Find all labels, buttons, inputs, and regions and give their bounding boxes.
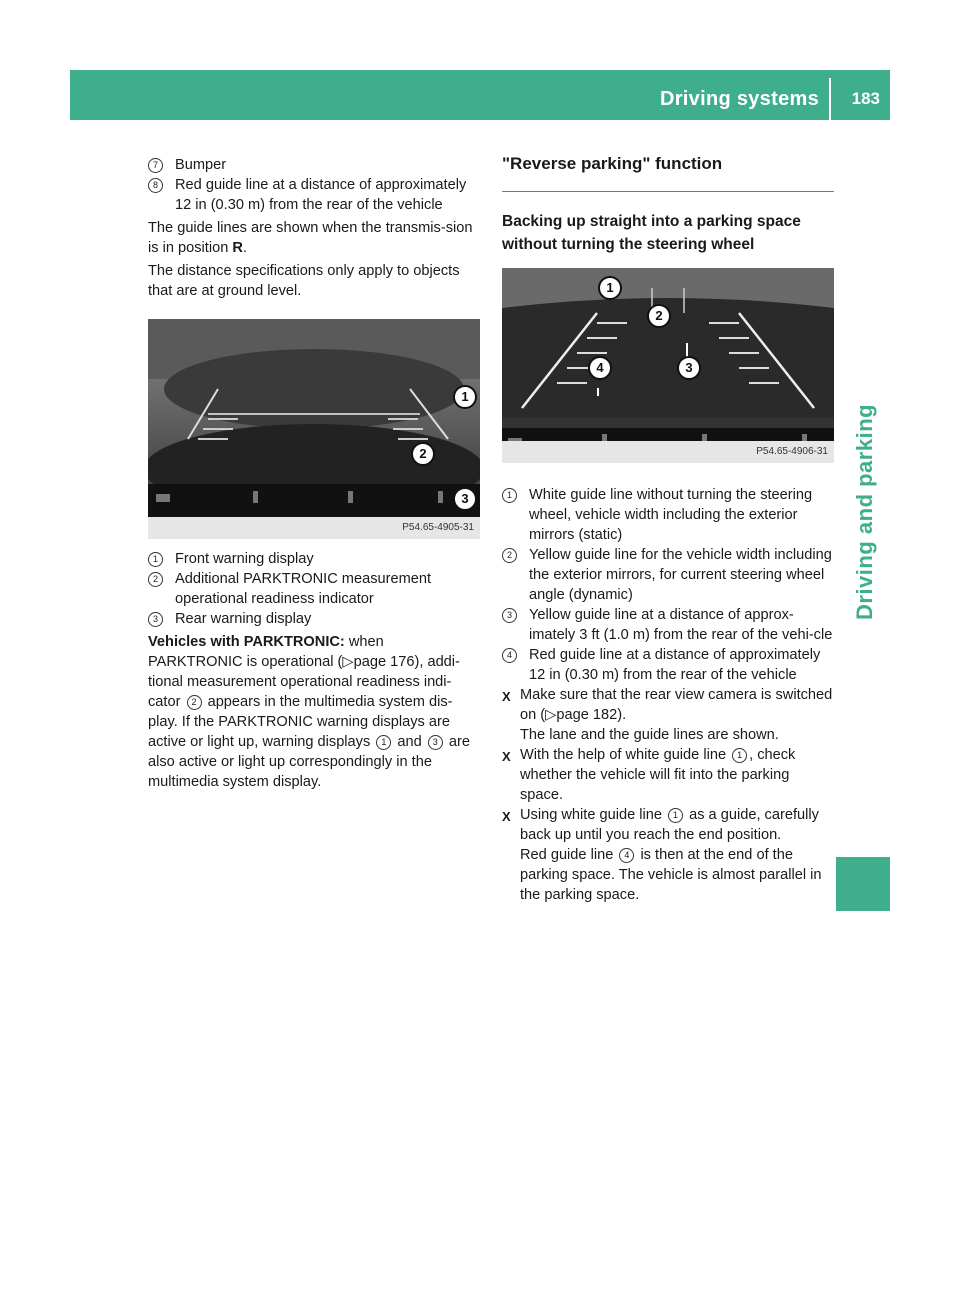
instruction-step — [502, 805, 834, 905]
reverse-parking-image — [502, 268, 834, 463]
paragraph-text: are also active or light up correspondingly in the multimedia system display. — [148, 734, 470, 790]
sub-title: Backing up straight into a parking space without turning the steering wheel — [502, 213, 801, 253]
step-x-icon: X — [502, 689, 511, 704]
inline-number: 4 — [619, 848, 634, 863]
legend-text: White guide line without turning the steering wheel, vehicle width including the exterior mirrors (static) — [529, 487, 813, 543]
paragraph-parktronic — [148, 632, 480, 792]
legend-item — [148, 569, 480, 609]
paragraph-text: when PARKTRONIC is operational ( — [148, 634, 384, 670]
section-title: "Reverse parking" function — [502, 154, 723, 173]
callout-1: 1 — [598, 276, 622, 300]
step-text: Using white guide line — [520, 807, 662, 823]
callout-4: 4 — [588, 356, 612, 380]
legend-item — [502, 485, 834, 545]
paragraph-end: . — [242, 240, 247, 256]
step-note: The lane and the guide lines are shown. — [520, 727, 779, 743]
step-text: page 182). — [556, 707, 627, 723]
callout-3: 3 — [677, 356, 701, 380]
step-text: , check whether the vehicle will fit into the parking space. — [520, 747, 796, 803]
page-number: 183 — [851, 89, 880, 108]
legend-item — [148, 155, 480, 175]
legend-number: 2 — [148, 572, 163, 587]
legend-item — [148, 609, 480, 629]
left-column — [148, 155, 480, 792]
step-text: as a guide, carefully back up until you reach the end position. — [520, 807, 819, 843]
page-ref-arrow-icon: ▷ — [342, 654, 354, 670]
legend-text: Yellow guide line for the vehicle width including the exterior mirrors, for current steering wheel angle (dynamic) — [529, 547, 832, 603]
paragraph-distance: The distance specifications only apply to objects that are at ground level. — [148, 263, 460, 299]
legend-text: Front warning display — [175, 551, 314, 567]
legend-number: 1 — [148, 552, 163, 567]
side-tab-label: Driving and parking — [852, 403, 877, 620]
legend-number: 1 — [502, 488, 517, 503]
inline-number: 1 — [668, 808, 683, 823]
inline-number: 1 — [732, 748, 747, 763]
callout-3: 3 — [453, 487, 477, 511]
callout-1: 1 — [453, 385, 477, 409]
step-text: is then at the end of the parking space. The vehicle is almost parallel in the parking space. — [520, 847, 822, 903]
legend-number: 7 — [148, 158, 163, 173]
right-column — [502, 153, 834, 905]
legend-number: 4 — [502, 648, 517, 663]
image-code: P54.65-4905-31 — [148, 517, 480, 539]
step-x-icon: X — [502, 749, 511, 764]
legend-item — [502, 605, 834, 645]
instruction-step — [502, 685, 834, 745]
instruction-step — [502, 745, 834, 805]
side-tab-marker — [836, 857, 890, 911]
legend-text: Bumper — [175, 157, 227, 173]
legend-text: Red guide line at a distance of approximately 12 in (0.30 m) from the rear of the vehicle — [529, 647, 821, 683]
paragraph-text: page 176), addi-tional measurement operational readiness indi-cator — [148, 654, 460, 710]
step-text: Red guide line — [520, 847, 614, 863]
reverse-parking-illustration — [502, 268, 834, 463]
paragraph-transmission — [148, 218, 480, 258]
legend-text: Additional PARKTRONIC measurement operational readiness indicator — [175, 571, 432, 607]
paragraph-text: appears in the multimedia system dis-play. If the PARKTRONIC warning displays are active or light up, warning displays — [148, 694, 453, 750]
callout-2: 2 — [647, 304, 671, 328]
gear-position: R — [232, 240, 243, 256]
legend-text: Yellow guide line at a distance of approx-imately 3 ft (1.0 m) from the rear of the vehi-cle — [529, 607, 833, 643]
step-x-icon: X — [502, 809, 511, 824]
legend-item — [502, 545, 834, 605]
legend-item — [148, 175, 480, 215]
step-text: Make sure that the rear view camera is switched on ( — [520, 687, 833, 723]
legend-item — [148, 549, 480, 569]
legend-text: Rear warning display — [175, 611, 312, 627]
inline-number: 3 — [428, 735, 443, 750]
paragraph-text: The guide lines are shown when the transmis-sion is in position — [148, 220, 473, 256]
paragraph-heading: Vehicles with PARKTRONIC: — [148, 634, 345, 650]
inline-number: 2 — [187, 695, 202, 710]
legend-number: 3 — [148, 612, 163, 627]
header-title: Driving systems — [659, 88, 819, 110]
header-divider — [829, 78, 831, 120]
header-bar — [70, 70, 890, 120]
paragraph-text: and — [397, 734, 422, 750]
rear-camera-image — [148, 319, 480, 539]
legend-number: 3 — [502, 608, 517, 623]
page-ref-arrow-icon: ▷ — [545, 707, 557, 723]
image-code: P54.65-4906-31 — [502, 441, 834, 463]
step-text: With the help of white guide line — [520, 747, 727, 763]
legend-text: Red guide line at a distance of approximately 12 in (0.30 m) from the rear of the vehicle — [175, 177, 467, 213]
legend-item — [502, 645, 834, 685]
rear-camera-illustration — [148, 319, 480, 539]
legend-number: 8 — [148, 178, 163, 193]
callout-2: 2 — [411, 442, 435, 466]
inline-number: 1 — [376, 735, 391, 750]
legend-number: 2 — [502, 548, 517, 563]
section-divider — [502, 191, 834, 192]
